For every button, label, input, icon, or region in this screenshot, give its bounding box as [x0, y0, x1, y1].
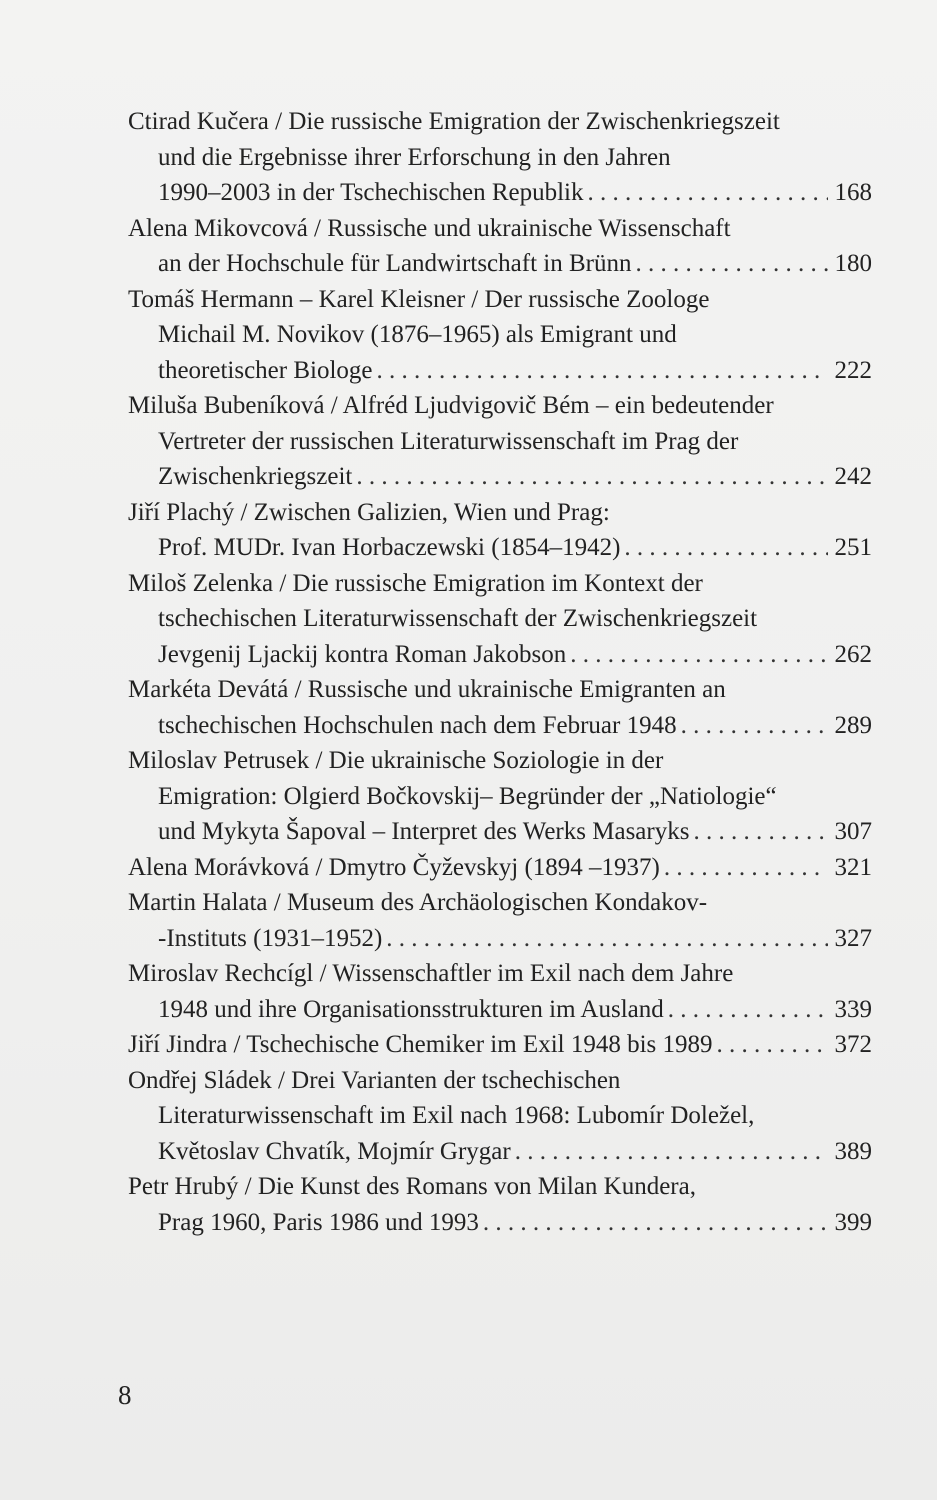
toc-entry-text: Alena Morávková / Dmytro Čyževskyj (1894 –1937) [128, 853, 660, 881]
dot-leader [693, 814, 828, 850]
toc-entry-line [128, 317, 872, 353]
toc-entry [128, 566, 872, 673]
toc-entry-text: -Instituts (1931–1952) [158, 924, 383, 952]
toc-page-number: 168 [834, 179, 872, 206]
toc-entry-text: Prag 1960, Paris 1986 und 1993 [158, 1208, 479, 1236]
toc-entry-line [128, 388, 872, 424]
toc-page-number: 222 [834, 356, 872, 384]
toc-entry-text: Jiří Jindra / Tschechische Chemiker im Exil 1948 bis 1989 [128, 1031, 713, 1058]
toc-entry-last-line [128, 921, 872, 957]
toc-entry-text: 1948 und ihre Organisationsstrukturen im Ausland [158, 995, 664, 1023]
toc-entry-last-line [128, 1134, 872, 1170]
toc-entry-text: Vertreter der russischen Literaturwissenschaft im Prag der [158, 427, 739, 455]
toc-page-number: 289 [834, 711, 872, 739]
toc-entry-last-line [128, 1205, 872, 1241]
dot-leader [570, 637, 828, 673]
toc-entry-line [128, 282, 872, 318]
toc-page-number: 262 [834, 640, 872, 668]
page-number: 8 [118, 1380, 132, 1410]
toc-entry-text: Alena Mikovcová / Russische und ukrainische Wissenschaft [128, 214, 731, 242]
dot-leader [717, 1027, 828, 1063]
toc-entry [128, 850, 872, 886]
toc-entry-last-line [128, 814, 872, 850]
toc-entry [128, 672, 872, 743]
dot-leader [664, 850, 828, 886]
toc-entry-text: Miloslav Petrusek / Die ukrainische Soziologie in der [128, 747, 664, 774]
toc-entry-last-line [128, 992, 872, 1028]
toc-entry-line [128, 566, 872, 602]
dot-leader [588, 175, 829, 211]
toc-entry-last-line [128, 353, 872, 389]
toc-page-number: 242 [834, 463, 872, 490]
toc-entry-text: Květoslav Chvatík, Mojmír Grygar [158, 1137, 511, 1165]
toc-entry-text: Miloš Zelenka / Die russische Emigration im Kontext der [128, 569, 703, 597]
toc-page-number: 307 [834, 818, 872, 845]
toc-entry-line [128, 140, 872, 176]
toc-entry-line [128, 779, 872, 815]
toc-entry-line [128, 495, 872, 531]
toc-entry-line [128, 104, 872, 140]
toc-entry [128, 495, 872, 566]
toc-entry-text: Ctirad Kučera / Die russische Emigration der Zwischenkriegszeit [128, 108, 780, 135]
toc-entry-line [128, 1098, 872, 1134]
toc-entry-text: Tomáš Hermann – Karel Kleisner / Der russische Zoologe [128, 285, 710, 313]
dot-leader [668, 992, 828, 1028]
toc-entry-line [128, 956, 872, 992]
toc-entry-line [128, 743, 872, 779]
toc-page-number: 251 [834, 534, 872, 561]
table-of-contents [128, 104, 872, 1240]
toc-entry-text: an der Hochschule für Landwirtschaft in Brünn [158, 250, 632, 277]
toc-entry-last-line [128, 459, 872, 495]
toc-entry-text: Jevgenij Ljackij kontra Roman Jakobson [158, 640, 567, 668]
toc-page-number: 372 [834, 1031, 872, 1058]
toc-entry [128, 282, 872, 389]
toc-entry-line [128, 211, 872, 247]
dot-leader [635, 246, 828, 282]
toc-entry-text: Prof. MUDr. Ivan Horbaczewski (1854–1942) [158, 534, 621, 561]
toc-entry-line [128, 601, 872, 637]
toc-entry-line [128, 1169, 872, 1205]
toc-entry [128, 211, 872, 282]
toc-entry-last-line [128, 637, 872, 673]
toc-entry-last-line [128, 175, 872, 211]
toc-page-number: 180 [834, 250, 872, 277]
dot-leader [483, 1205, 828, 1241]
toc-entry-text: Zwischenkriegszeit [158, 463, 353, 490]
toc-entry-line [128, 424, 872, 460]
toc-entry-text: Miluša Bubeníková / Alfréd Ljudvigovič Bém – ein bedeutender [128, 392, 774, 419]
toc-entry-text: theoretischer Biologe [158, 356, 373, 384]
toc-entry-text: Markéta Devátá / Russische und ukrainische Emigranten an [128, 676, 726, 703]
toc-entry [128, 885, 872, 956]
dot-leader [356, 459, 828, 495]
toc-entry-text: Miroslav Rechcígl / Wissenschaftler im Exil nach dem Jahre [128, 960, 734, 987]
toc-entry-text: Michail M. Novikov (1876–1965) als Emigrant und [158, 321, 677, 348]
toc-entry-text: tschechischen Literaturwissenschaft der Zwischenkriegszeit [158, 605, 758, 632]
dot-leader [377, 353, 828, 389]
toc-entry-last-line [128, 850, 872, 886]
dot-leader [681, 708, 828, 744]
toc-entry-line [128, 1063, 872, 1099]
toc-entry-text: 1990–2003 in der Tschechischen Republik [158, 179, 584, 206]
toc-entry-text: und Mykyta Šapoval – Interpret des Werks Masaryks [158, 818, 690, 845]
toc-page-number: 399 [834, 1208, 872, 1236]
toc-entry [128, 104, 872, 211]
toc-page-number: 321 [834, 853, 872, 881]
toc-entry-text: Martin Halata / Museum des Archäologischen Kondakov- [128, 889, 708, 916]
dot-leader [515, 1134, 828, 1170]
toc-entry [128, 743, 872, 850]
toc-entry-text: und die Ergebnisse ihrer Erforschung in den Jahren [158, 143, 671, 171]
toc-entry [128, 956, 872, 1027]
toc-entry-text: Literaturwissenschaft im Exil nach 1968: Lubomír Doležel, [158, 1102, 755, 1129]
toc-page-number: 339 [834, 995, 872, 1023]
toc-entry-text: Petr Hrubý / Die Kunst des Romans von Milan Kundera, [128, 1173, 696, 1200]
toc-entry [128, 1169, 872, 1240]
toc-page-number: 389 [834, 1137, 872, 1165]
toc-entry-last-line [128, 530, 872, 566]
toc-entry-line [128, 885, 872, 921]
toc-entry-last-line [128, 246, 872, 282]
toc-entry [128, 1063, 872, 1170]
toc-entry-text: tschechischen Hochschulen nach dem Februar 1948 [158, 711, 677, 739]
toc-entry-line [128, 672, 872, 708]
toc-page-number: 327 [834, 924, 872, 952]
toc-entry-text: Ondřej Sládek / Drei Varianten der tschechischen [128, 1066, 621, 1094]
toc-entry-last-line [128, 1027, 872, 1063]
toc-entry-text: Jiří Plachý / Zwischen Galizien, Wien und Prag: [128, 498, 610, 526]
toc-entry-text: Emigration: Olgierd Bočkovskij– Begründer der „Natiologie“ [158, 782, 777, 810]
toc-entry [128, 388, 872, 495]
toc-entry [128, 1027, 872, 1063]
toc-entry-last-line [128, 708, 872, 744]
dot-leader [386, 921, 828, 957]
dot-leader [624, 530, 828, 566]
